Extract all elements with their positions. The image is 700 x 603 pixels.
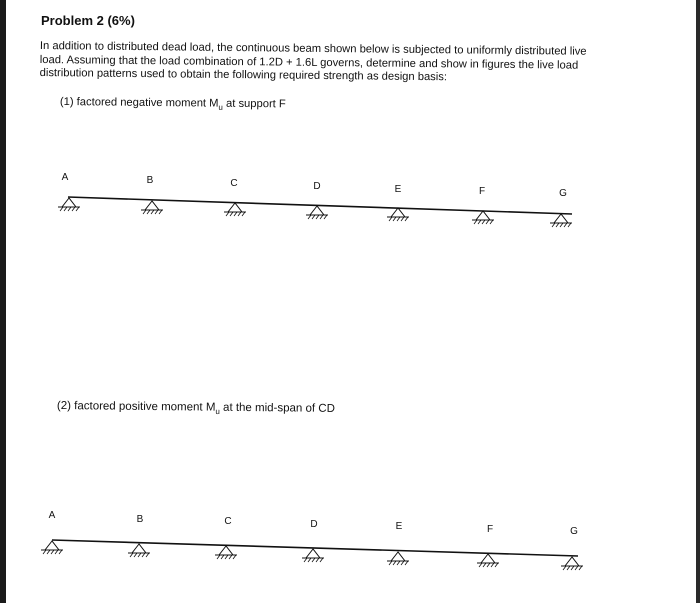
support-label-f: F [478,186,486,197]
support-a [41,510,63,554]
beam-diagram-1 [40,160,580,230]
support-label-a: A [48,510,56,521]
support-label-f: F [486,524,494,535]
support-label-a: A [61,172,69,183]
support-label-d: D [310,519,318,530]
support-b [128,514,150,557]
support-label-e: E [395,521,403,532]
beam-line [68,197,572,214]
beam-line [52,540,578,556]
support-c [224,178,246,216]
support-d [302,519,324,562]
support-label-b: B [136,514,144,525]
support-g [561,526,583,570]
question-1-subscript: u [218,102,223,112]
support-label-g: G [559,188,567,199]
beam-diagram-2 [30,500,590,575]
support-label-c: C [224,516,232,527]
question-1-prefix: (1) factored negative moment M [59,96,219,110]
support-label-e: E [394,184,402,195]
support-label-d: D [313,181,321,192]
support-d [306,181,328,219]
support-label-c: C [230,178,238,189]
question-2-suffix: at the mid-span of CD [219,401,336,415]
problem-title: Problem 2 (6%) [41,13,135,28]
question-2-prefix: (2) factored positive moment M [56,400,216,414]
support-label-b: B [146,175,154,186]
support-f [472,186,494,224]
support-g [550,188,572,227]
left-edge-border [0,0,6,603]
question-1-suffix: at support F [222,97,286,111]
problem-paragraph: In addition to distributed dead load, the continuous beam shown below is subjected to uniformly distributed live load. Assuming that the load combination of 1.2D + 1.6L governs, determine and show in figures the live load distribution patterns used to obtain the following required strength as design basis: [39,40,587,84]
question-1 [60,96,286,113]
question-2-subscript: u [215,406,220,417]
support-f [477,524,499,567]
support-c [215,516,237,559]
support-b [141,175,163,214]
support-e [387,184,409,221]
support-a [58,172,80,211]
support-label-g: G [570,526,578,537]
right-edge-border [696,0,700,603]
support-e [387,521,409,565]
question-2 [57,400,335,417]
